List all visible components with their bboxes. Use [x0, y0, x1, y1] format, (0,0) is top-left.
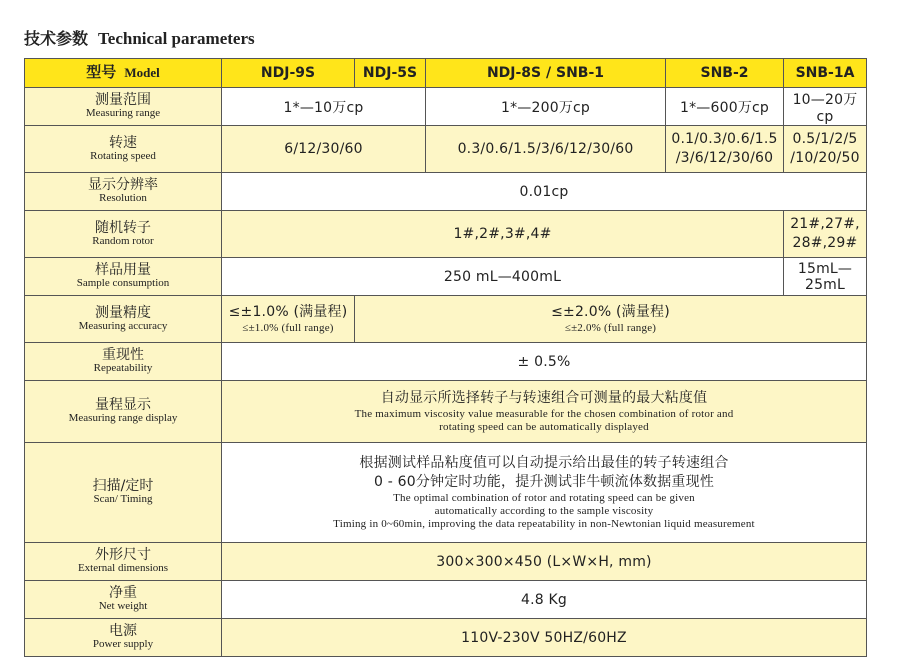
repeatability-value: ± 0.5% [222, 343, 867, 381]
header-label-en: Model [124, 65, 160, 81]
speed-snb-2-line2: /3/6/12/30/60 [675, 150, 774, 166]
page-title [24, 26, 255, 49]
sample-snb-1a: 15mL—25mL [784, 258, 867, 296]
dimensions-value: 300×300×450 (L×W×H, mm) [222, 543, 867, 581]
header-label-cell [25, 59, 222, 88]
label-en: Resolution [99, 192, 147, 205]
label-zh: 测量范围 [95, 92, 151, 109]
sample-standard: 250 mL—400mL [222, 258, 784, 296]
row-label [25, 296, 222, 343]
row-label [25, 343, 222, 381]
row-label [25, 88, 222, 126]
row-sample-consumption [25, 258, 867, 296]
row-scan-timing [25, 443, 867, 543]
row-measuring-range [25, 88, 867, 126]
model-ndj-5s: NDJ-5S [355, 59, 426, 88]
label-zh: 外形尺寸 [95, 547, 151, 564]
rotor-snb-1a [784, 211, 867, 258]
net-weight-value: 4.8 Kg [222, 581, 867, 619]
row-label [25, 619, 222, 657]
accuracy-ndj-9s-zh: ≤±1.0% (满量程) [228, 303, 348, 320]
row-resolution [25, 173, 867, 211]
title-en: Technical parameters [98, 29, 255, 48]
accuracy-others [355, 296, 867, 343]
row-range-display [25, 381, 867, 443]
row-label [25, 581, 222, 619]
model-ndj-8s-snb-1: NDJ-8S / SNB-1 [426, 59, 666, 88]
label-en: Power supply [92, 638, 154, 651]
label-zh: 扫描/定时 [92, 478, 154, 495]
power-supply-value: 110V-230V 50HZ/60HZ [222, 619, 867, 657]
label-zh: 显示分辨率 [88, 177, 158, 194]
label-en: Measuring range [85, 107, 161, 120]
label-zh: 净重 [109, 585, 137, 602]
range-display-value [222, 381, 867, 443]
scan-en-3: Timing in 0~60min, improving the data repeatability in non-Newtonian liquid measurement [333, 517, 755, 530]
label-zh: 量程显示 [95, 397, 151, 414]
accuracy-others-zh: ≤±2.0% (满量程) [551, 303, 670, 320]
row-label [25, 173, 222, 211]
accuracy-ndj-9s [222, 296, 355, 343]
label-en: Repeatability [93, 362, 153, 375]
label-zh: 样品用量 [95, 262, 151, 279]
row-label [25, 258, 222, 296]
range-ndj-8s: 1*—200万cp [426, 88, 666, 126]
scan-en-1: The optimal combination of rotor and rotating speed can be given [393, 491, 695, 504]
range-snb-2: 1*—600万cp [666, 88, 784, 126]
scan-en-2: automatically according to the sample viscosity [434, 504, 654, 517]
label-en: Scan/ Timing [93, 493, 153, 506]
speed-snb-1a [784, 126, 867, 173]
row-net-weight [25, 581, 867, 619]
title-zh: 技术参数 [24, 29, 89, 48]
label-en: Net weight [98, 600, 148, 613]
row-rotating-speed [25, 126, 867, 173]
row-measuring-accuracy [25, 296, 867, 343]
rotor-standard: 1#,2#,3#,4# [222, 211, 784, 258]
model-ndj-9s: NDJ-9S [222, 59, 355, 88]
accuracy-ndj-9s-en: ≤±1.0% (full range) [242, 321, 334, 334]
range-ndj-9s-5s: 1*—10万cp [222, 88, 426, 126]
label-zh: 随机转子 [95, 219, 151, 236]
row-label [25, 543, 222, 581]
row-label [25, 443, 222, 543]
label-zh: 测量精度 [95, 304, 151, 321]
label-en: Sample consumption [76, 277, 170, 290]
accuracy-others-en: ≤±2.0% (full range) [564, 321, 657, 334]
scan-zh-2: 0 - 60分钟定时功能，提升测试非牛顿流体数据重现性 [373, 473, 715, 490]
row-label [25, 381, 222, 443]
speed-snb-2 [666, 126, 784, 173]
scan-timing-value [222, 443, 867, 543]
label-zh: 电源 [109, 623, 137, 640]
row-external-dimensions [25, 543, 867, 581]
range-display-en-2: rotating speed can be automatically displayed [439, 420, 649, 433]
label-en: Measuring range display [68, 412, 178, 425]
speed-snb-1a-line2: /10/20/50 [790, 150, 860, 166]
row-random-rotor [25, 211, 867, 258]
speed-snb-1a-line1: 0.5/1/2/5 [792, 131, 858, 148]
row-label [25, 126, 222, 173]
row-power-supply [25, 619, 867, 657]
label-zh: 重现性 [102, 347, 144, 364]
spec-table [24, 58, 867, 657]
label-en: Measuring accuracy [78, 319, 168, 332]
label-en: External dimensions [77, 562, 169, 575]
resolution-value: 0.01cp [222, 173, 867, 211]
header-row [25, 59, 867, 88]
speed-snb-2-line1: 0.1/0.3/0.6/1.5 [671, 131, 778, 148]
label-en: Rotating speed [90, 149, 156, 162]
label-en: Random rotor [92, 234, 154, 247]
rotor-snb-1a-line2: 28#,29# [792, 235, 858, 251]
model-snb-2: SNB-2 [666, 59, 784, 88]
range-display-zh: 自动显示所选择转子与转速组合可测量的最大粘度值 [380, 389, 708, 406]
row-label [25, 211, 222, 258]
row-repeatability [25, 343, 867, 381]
scan-zh-1: 根据测试样品粘度值可以自动提示给出最佳的转子转速组合 [359, 454, 729, 471]
header-label-zh: 型号 [86, 63, 117, 82]
model-snb-1a: SNB-1A [784, 59, 867, 88]
speed-ndj-9s-5s: 6/12/30/60 [222, 126, 426, 173]
range-display-en-1: The maximum viscosity value measurable for the chosen combination of rotor and [354, 407, 734, 420]
rotor-snb-1a-line1: 21#,27#, [790, 216, 860, 233]
range-snb-1a: 10—20万cp [784, 88, 867, 126]
speed-ndj-8s: 0.3/0.6/1.5/3/6/12/30/60 [426, 126, 666, 173]
label-zh: 转速 [109, 134, 137, 151]
